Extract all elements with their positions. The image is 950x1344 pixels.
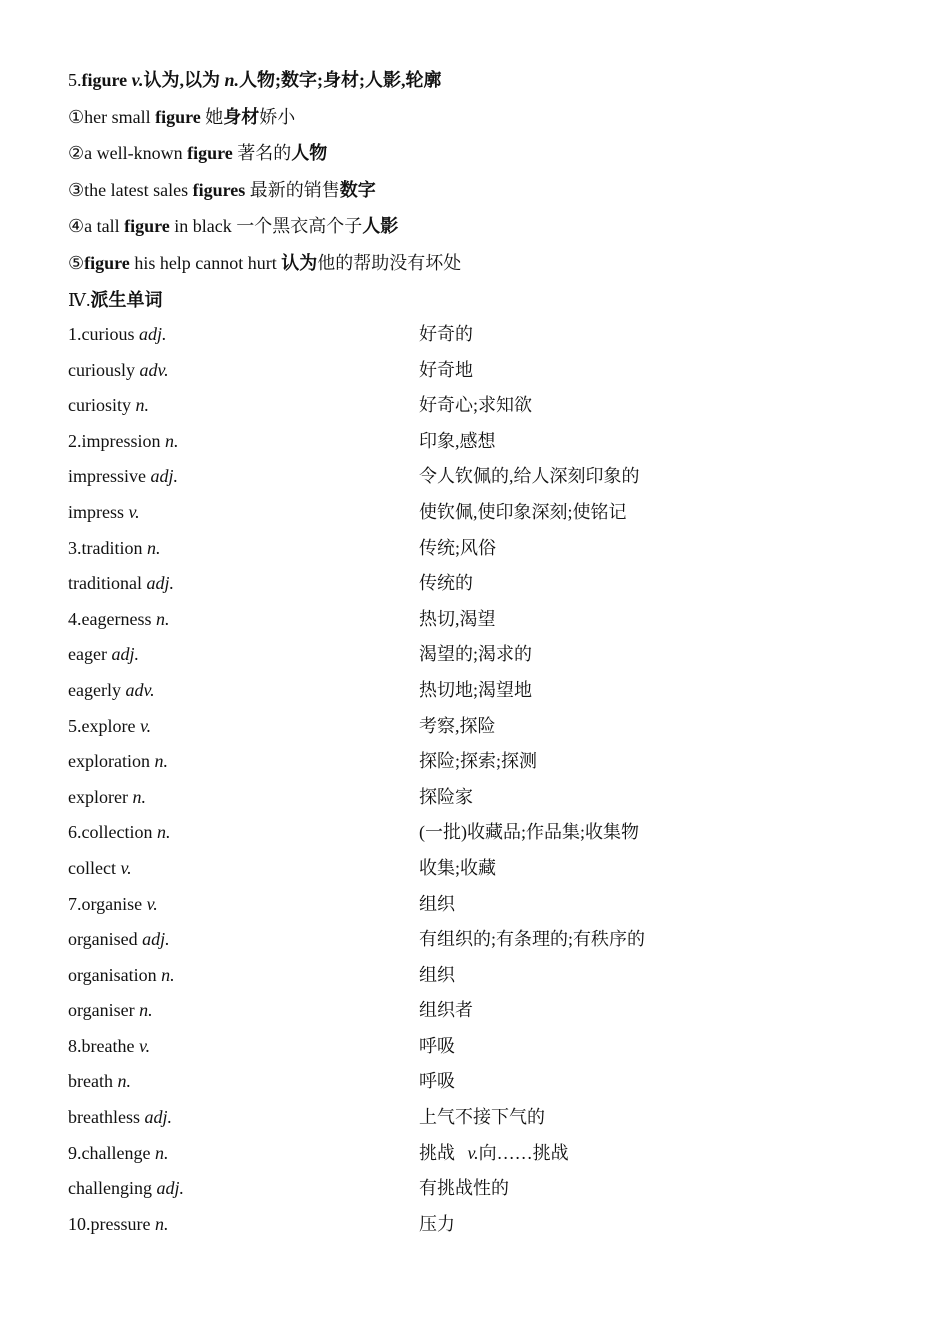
word-pos: n. — [147, 537, 161, 558]
word-row — [68, 851, 898, 887]
word-pos: n. — [155, 608, 170, 629]
document-page — [68, 62, 898, 318]
entry-pos-verb: v. — [131, 70, 144, 90]
word-row — [68, 744, 898, 780]
section-numeral: Ⅳ. — [68, 289, 91, 310]
word-chinese: 好奇心;求知欲 — [419, 395, 533, 416]
word-row — [68, 637, 898, 673]
word-pos: n. — [156, 822, 171, 843]
word-english: breathless adj. — [68, 1107, 172, 1128]
word-row — [68, 709, 898, 745]
example-line: ②a well-known figure 著名的人物 — [68, 143, 328, 164]
word-english: impress v. — [68, 501, 140, 522]
word-pos: n. — [117, 1071, 131, 1092]
word-english: collect v. — [68, 857, 132, 878]
word-chinese: 组织者 — [419, 1000, 473, 1021]
word-chinese: 探险家 — [419, 786, 473, 807]
word-english: curiosity n. — [68, 395, 149, 416]
word-pos: v. — [120, 857, 132, 878]
word-english: explorer n. — [68, 786, 146, 807]
word-row — [68, 993, 898, 1029]
word-english: organisation n. — [68, 964, 175, 985]
section-heading — [68, 282, 898, 319]
word-pos: adv. — [139, 359, 169, 380]
word-chinese: 考察,探险 — [419, 715, 496, 736]
word-chinese: 热切,渴望 — [419, 608, 496, 629]
word-english: traditional adj. — [68, 573, 174, 594]
word-chinese: 组织 — [419, 964, 455, 985]
word-english: 3.tradition n. — [68, 537, 161, 558]
word-row — [68, 317, 898, 353]
word-chinese: 好奇地 — [419, 359, 473, 380]
word-pos: n. — [161, 964, 175, 985]
word-row — [68, 958, 898, 994]
section-title: 派生单词 — [90, 289, 163, 310]
example-line: ⑤figure his help cannot hurt 认为他的帮助没有坏处 — [68, 252, 462, 273]
word-english: 5.explore v. — [68, 715, 152, 736]
word-pos: n. — [132, 786, 146, 807]
word-pos: n. — [139, 1000, 153, 1021]
example-line: ④a tall figure in black 一个黑衣高个子人影 — [68, 216, 399, 237]
word-row — [68, 922, 898, 958]
word-row — [68, 1064, 898, 1100]
word-pos: adj. — [142, 929, 170, 950]
word-pos: adj. — [139, 324, 167, 344]
entry-word: figure — [81, 70, 128, 90]
word-english: impressive adj. — [68, 466, 179, 487]
word-chinese: 令人钦佩的,给人深刻印象的 — [419, 466, 640, 487]
entry-heading — [68, 62, 898, 99]
word-chinese: 压力 — [419, 1213, 455, 1234]
word-chinese: 挑战 v.向……挑战 — [419, 1142, 569, 1163]
word-row — [68, 531, 898, 567]
word-row — [68, 424, 898, 460]
word-chinese: 组织 — [419, 893, 455, 914]
word-chinese: 上气不接下气的 — [419, 1107, 545, 1128]
word-chinese: 使钦佩,使印象深刻;使铭记 — [419, 501, 627, 522]
word-english: 9.challenge n. — [68, 1142, 169, 1163]
word-row — [68, 388, 898, 424]
word-pos: v. — [139, 715, 152, 736]
word-row — [68, 887, 898, 923]
word-english: 10.pressure n. — [68, 1213, 169, 1234]
example-line: ①her small figure 她身材娇小 — [68, 106, 296, 127]
word-chinese: 呼吸 — [419, 1035, 455, 1056]
word-pos: n. — [135, 395, 149, 416]
word-english: 4.eagerness n. — [68, 608, 170, 629]
word-english: 7.organise v. — [68, 893, 158, 914]
example-line: ③the latest sales figures 最新的销售数字 — [68, 179, 376, 200]
word-row — [68, 1136, 898, 1172]
word-row — [68, 1100, 898, 1136]
word-pos: adj. — [111, 644, 139, 665]
word-row — [68, 353, 898, 389]
word-english: organiser n. — [68, 1000, 153, 1021]
word-pos: v. — [128, 501, 140, 522]
word-row — [68, 815, 898, 851]
word-pos: adj. — [144, 1107, 172, 1128]
word-pos: n. — [154, 1213, 169, 1234]
word-pos: n. — [165, 430, 179, 451]
word-chinese: 收集;收藏 — [419, 857, 497, 878]
word-pos: adj. — [150, 466, 179, 487]
word-english: organised adj. — [68, 929, 170, 950]
word-chinese: 好奇的 — [419, 324, 473, 344]
word-chinese: (一批)收藏品;作品集;收集物 — [419, 822, 639, 843]
word-chinese: 有组织的;有条理的;有秩序的 — [419, 929, 646, 950]
word-english: eagerly adv. — [68, 679, 155, 700]
word-row — [68, 673, 898, 709]
word-chinese: 热切地;渴望地 — [419, 679, 533, 700]
word-row — [68, 780, 898, 816]
word-pos: v. — [146, 893, 158, 914]
word-row — [68, 1029, 898, 1065]
word-row — [68, 1171, 898, 1207]
word-english: 1.curious adj. — [68, 324, 167, 344]
word-row — [68, 602, 898, 638]
word-pos: adj. — [156, 1178, 184, 1199]
word-chinese: 传统;风俗 — [419, 537, 497, 558]
word-pos: n. — [154, 1142, 169, 1163]
word-row — [68, 459, 898, 495]
word-chinese: 传统的 — [419, 573, 473, 594]
word-chinese: 渴望的;渴求的 — [419, 644, 533, 665]
entry-pos-noun: n. — [224, 70, 240, 90]
entry-number: 5. — [68, 70, 82, 90]
word-pos: n. — [154, 751, 168, 772]
word-english: breath n. — [68, 1071, 131, 1092]
word-row — [68, 495, 898, 531]
entry-def-noun: 人物;数字;身材;人影,轮廓 — [239, 70, 442, 90]
word-chinese: 探险;探索;探测 — [419, 751, 538, 772]
word-pos: adj. — [146, 573, 174, 594]
word-english: 2.impression n. — [68, 430, 179, 451]
word-chinese: 呼吸 — [419, 1071, 455, 1092]
word-english: curiously adv. — [68, 359, 169, 380]
word-row — [68, 566, 898, 602]
word-pos: adv. — [125, 679, 155, 700]
word-english: eager adj. — [68, 644, 139, 665]
word-english: 8.breathe v. — [68, 1035, 151, 1056]
word-chinese: 有挑战性的 — [419, 1178, 509, 1199]
word-pos: v. — [138, 1035, 151, 1056]
entry-def-verb: 认为,以为 — [143, 70, 220, 90]
word-row — [68, 1207, 898, 1243]
derived-words-table — [68, 317, 898, 1242]
word-chinese: 印象,感想 — [419, 430, 496, 451]
word-english: challenging adj. — [68, 1178, 184, 1199]
word-english: 6.collection n. — [68, 822, 171, 843]
word-english: exploration n. — [68, 751, 168, 772]
